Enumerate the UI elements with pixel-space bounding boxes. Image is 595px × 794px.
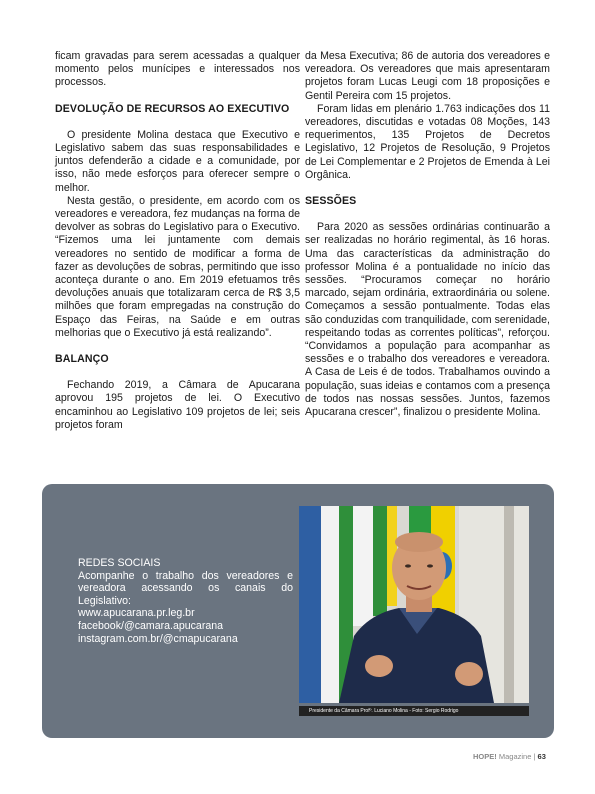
- social-link-website[interactable]: www.apucarana.pr.leg.br: [78, 607, 195, 620]
- left-paragraph-4: Fechando 2019, a Câmara de Apucarana aprovou 195 projetos de lei. O Executivo encaminhou ao Legislativo 109 projetos de lei; seis projetos foram: [55, 379, 300, 431]
- social-panel: [42, 484, 554, 738]
- page-footer: [473, 752, 546, 761]
- left-paragraph-2: O presidente Molina destaca que Executivo e Legislativo sabem das suas responsabilidades e juntos defenderão a cidade e a comunidade, por isso, não mede esforços para oferecer sempre o melhor.: [55, 128, 300, 194]
- section-heading-sessoes: SESSÕES: [305, 195, 357, 208]
- left-paragraph-3: Nesta gestão, o presidente, em acordo com os vereadores e vereadora, fez mudanças na forma de devolver as sobras do Legislativo para o Executivo. “Fizemos uma lei juntamente com demais vereadores no sentido de modificar a forma de fazer as devoluções de sobras, permitindo que isso aconteça durante o ano. Em 2019 efetuamos três devoluções anuais que totalizaram cerca de R$ 3,5 milhões que foram empregadas na construção do Espaço das Feiras, na Saúde e em outras melhorias que o Executivo já está realizando”.: [55, 194, 300, 339]
- left-paragraph-1: ficam gravadas para serem acessadas a qualquer momento pelos munícipes e interessados nos processos.: [55, 50, 300, 89]
- social-block: [78, 557, 293, 645]
- right-paragraph-2: Foram lidas em plenário 1.763 indicações dos 11 vereadores, discutidas e votadas 08 Moções, 143 requerimentos, 135 Projetos de Decretos Legislativo, 12 Projetos de Resolução, 9 Projetos de Lei Complementar e 2 Projetos de Emenda à Lei Orgânica.: [305, 102, 550, 181]
- section-heading-balanco: BALANÇO: [55, 353, 109, 366]
- social-link-facebook[interactable]: facebook/@camara.apucarana: [78, 619, 224, 632]
- left-column: [55, 50, 300, 432]
- footer-separator: |: [533, 752, 536, 761]
- social-title: REDES SOCIAIS: [78, 557, 161, 569]
- photo-caption: Presidente da Câmara Profº. Luciano Molina - Foto: Sergio Rodrigo: [299, 706, 529, 716]
- president-photo: [299, 506, 529, 703]
- page-number: 63: [537, 752, 546, 761]
- right-paragraph-3: Para 2020 as sessões ordinárias continuarão a ser realizadas no horário regimental, às 16 horas. Uma das características da administração do professor Molina é a pontualidade no início das sessões. “Procuramos começar no horário marcado, sejam ordinária, extraordinária ou solene. Começamos a sessão pontualmente. Todas elas são conduzidas com tranquilidade, com serenidade, respeitando todas as correntes políticas”, reforçou. “Convidamos a população para acompanhar as sessões e o trabalho dos vereadores e vereadora. A Casa de Leis é de todos. Trabalhamos ouvindo a população, suas ideias e contamos com a presença de todos nas nossas sessões. Juntos, fazemos Apucarana crescer”, finalizou o presidente Molina.: [305, 221, 550, 419]
- footer-magazine: Magazine: [498, 752, 532, 761]
- social-link-instagram[interactable]: instagram.com.br/@cmapucarana: [78, 632, 238, 645]
- right-paragraph-1: da Mesa Executiva; 86 de autoria dos vereadores e vereadora. Os vereadores que mais apresentaram projetos foram Lucas Leugi com 18 proposições e Gentil Pereira com 15 projetos.: [305, 50, 550, 102]
- president-photo-illustration: [299, 506, 529, 703]
- section-heading-devolucao: DEVOLUÇÃO DE RECURSOS AO EXECUTIVO: [55, 102, 290, 115]
- social-description: Acompanhe o trabalho dos vereadores e vereadora acessando os canais do Legislativo:: [78, 569, 293, 607]
- right-column: [305, 50, 550, 419]
- footer-brand: HOPE!: [473, 752, 497, 761]
